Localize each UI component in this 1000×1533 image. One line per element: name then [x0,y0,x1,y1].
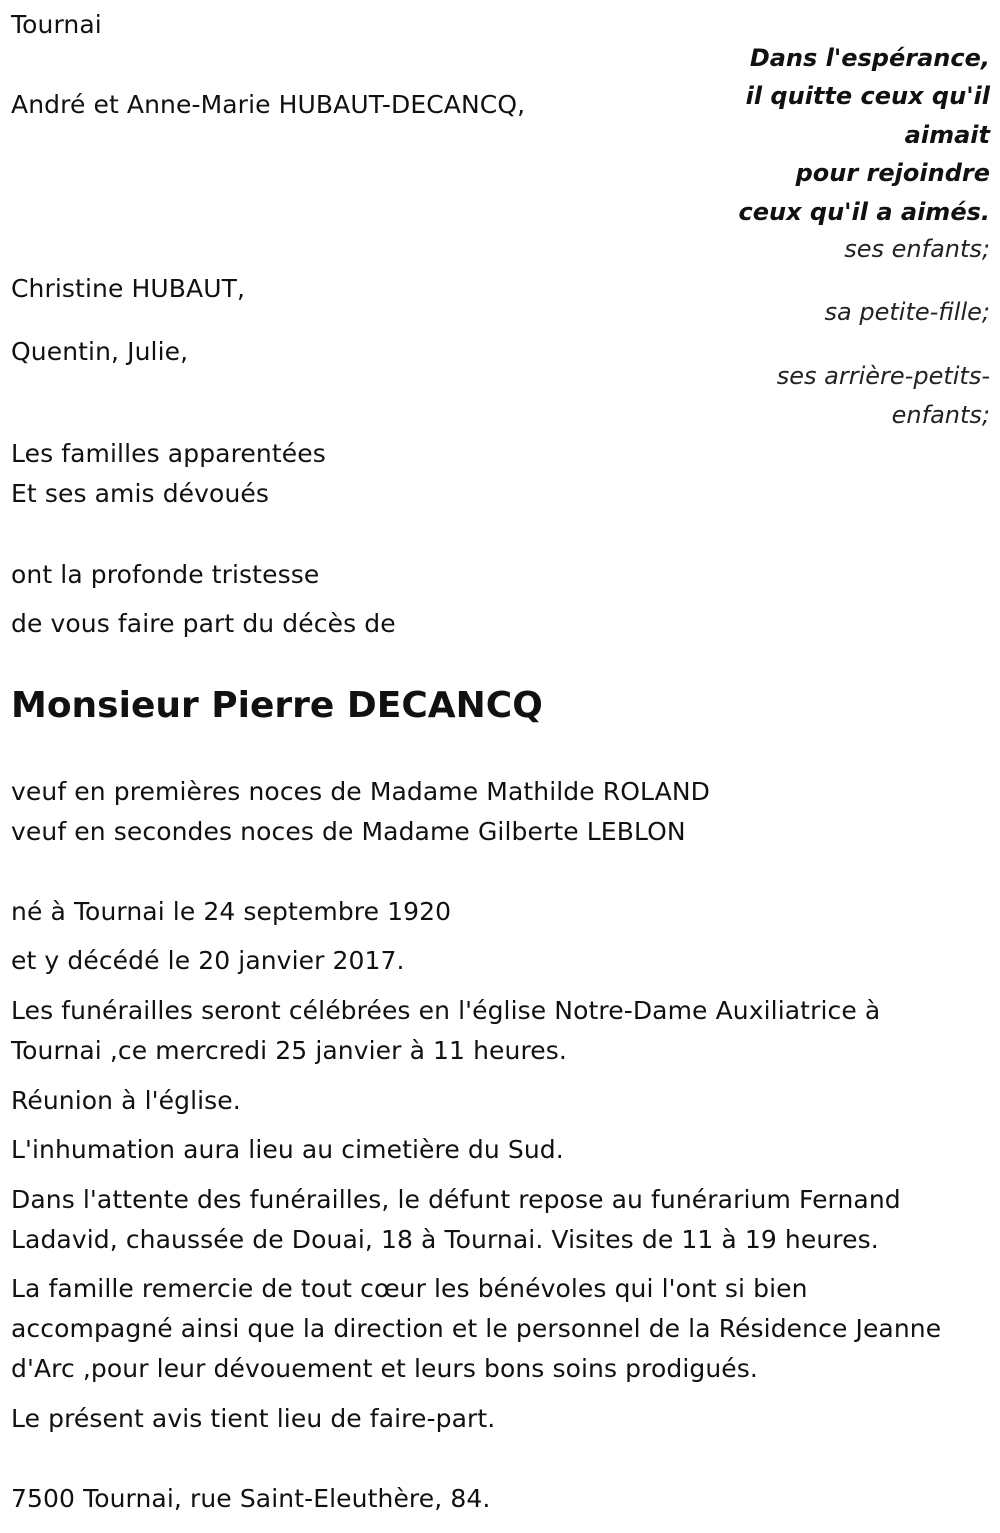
city-header: Tournai [11,10,102,39]
quote-line: ceux qu'il a aimés. [738,198,990,226]
related-families: Les familles apparentées [11,439,326,468]
family-great-grandchildren-names: Quentin, Julie, [11,337,189,366]
address: 7500 Tournai, rue Saint-Eleuthère, 84. [11,1484,491,1513]
family-granddaughter-name: Christine HUBAUT, [11,274,246,303]
quote-line: pour rejoindre [795,159,990,187]
funeral-info: Tournai ,ce mercredi 25 janvier à 11 heures. [11,1036,567,1065]
family-children-relation: ses enfants; [844,235,990,263]
widower-line: veuf en secondes noces de Madame Gilberte LEBLON [11,817,686,846]
widower-line: veuf en premières noces de Madame Mathilde ROLAND [11,777,711,806]
announcement-line: ont la profonde tristesse [11,560,320,589]
burial-info: L'inhumation aura lieu au cimetière du Sud. [11,1135,564,1164]
repose-info: Dans l'attente des funérailles, le défunt repose au funérarium Fernand [11,1185,901,1214]
deceased-name: Monsieur Pierre DECANCQ [11,685,543,726]
family-great-grandchildren-relation: enfants; [891,401,990,429]
repose-info: Ladavid, chaussée de Douai, 18 à Tournai. Visites de 11 à 19 heures. [11,1225,879,1254]
notice-text: Le présent avis tient lieu de faire-part. [11,1404,496,1433]
birth-info: né à Tournai le 24 septembre 1920 [11,897,452,926]
family-children-names: André et Anne-Marie HUBAUT-DECANCQ, [11,90,526,119]
friends: Et ses amis dévoués [11,479,270,508]
thanks-text: La famille remercie de tout cœur les bénévoles qui l'ont si bien [11,1274,808,1303]
thanks-text: d'Arc ,pour leur dévouement et leurs bons soins prodigués. [11,1354,758,1383]
meeting-info: Réunion à l'église. [11,1086,241,1115]
family-granddaughter-relation: sa petite-fille; [824,298,990,326]
announcement-line: de vous faire part du décès de [11,609,396,638]
quote-line: Dans l'espérance, [749,44,990,72]
thanks-text: accompagné ainsi que la direction et le personnel de la Résidence Jeanne [11,1314,942,1343]
death-info: et y décédé le 20 janvier 2017. [11,946,405,975]
family-great-grandchildren-relation: ses arrière-petits- [776,362,990,390]
quote-line: aimait [904,121,990,149]
funeral-info: Les funérailles seront célébrées en l'église Notre-Dame Auxiliatrice à [11,996,881,1025]
quote-line: il quitte ceux qu'il [745,82,990,110]
